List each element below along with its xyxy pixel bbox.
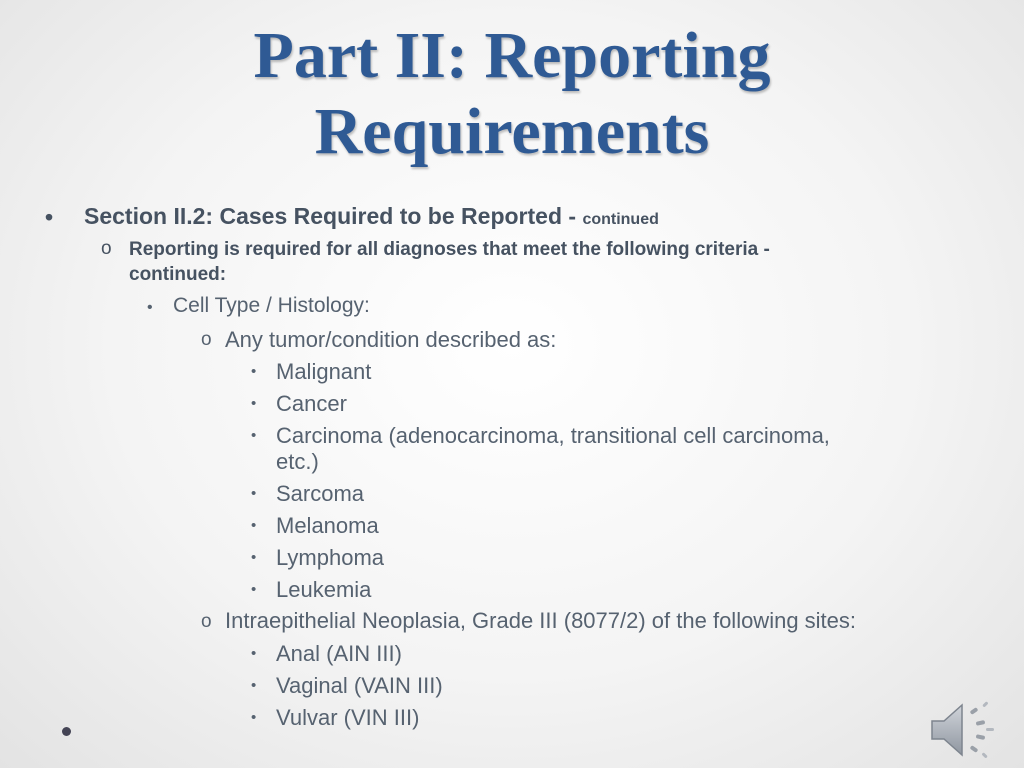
list-item: Cancer <box>276 391 347 416</box>
bullet-level-1: • <box>45 204 54 230</box>
bullet-item: • <box>251 363 257 380</box>
group-1-heading: Any tumor/condition described as: <box>225 327 557 352</box>
list-item: Vaginal (VAIN III) <box>276 673 443 698</box>
bullet-item: • <box>251 485 257 502</box>
list-item: Leukemia <box>276 577 372 602</box>
criteria-line-2: continued: <box>129 264 227 285</box>
slide-title-line-1: Part II: Reporting <box>253 19 771 92</box>
bullet-item: • <box>251 581 257 598</box>
list-item-continuation: etc.) <box>276 449 319 474</box>
bullet-level-3: • <box>147 299 153 316</box>
section-heading <box>84 203 659 230</box>
list-item: Carcinoma (adenocarcinoma, transitional cell carcinoma, <box>276 423 830 448</box>
speaker-audio-icon[interactable] <box>928 697 998 763</box>
list-item: Melanoma <box>276 513 379 538</box>
bullet-level-2: o <box>101 238 112 259</box>
section-heading-text: Section II.2: Cases Required to be Reported - <box>84 203 583 229</box>
slide-nav-dot[interactable] <box>62 727 71 736</box>
bullet-item: • <box>251 427 257 444</box>
cell-type-heading: Cell Type / Histology: <box>173 294 370 317</box>
criteria-line-1: Reporting is required for all diagnoses that meet the following criteria - <box>129 239 770 260</box>
bullet-item: • <box>251 517 257 534</box>
bullet-item: • <box>251 549 257 566</box>
group-2-heading: Intraepithelial Neoplasia, Grade III (8077/2) of the following sites: <box>225 608 857 633</box>
list-item: Malignant <box>276 359 372 384</box>
list-item: Sarcoma <box>276 481 365 506</box>
section-heading-continued: continued <box>582 211 659 228</box>
bullet-group-2: o <box>201 611 212 632</box>
slide-title-line-2: Requirements <box>314 95 710 168</box>
bullet-item: • <box>251 677 257 694</box>
list-item: Lymphoma <box>276 545 385 570</box>
bullet-item: • <box>251 395 257 412</box>
bullet-item: • <box>251 645 257 662</box>
list-item: Vulvar (VIN III) <box>276 705 420 730</box>
list-item: Anal (AIN III) <box>276 641 402 666</box>
bullet-group-1: o <box>201 329 212 350</box>
bullet-item: • <box>251 709 257 726</box>
